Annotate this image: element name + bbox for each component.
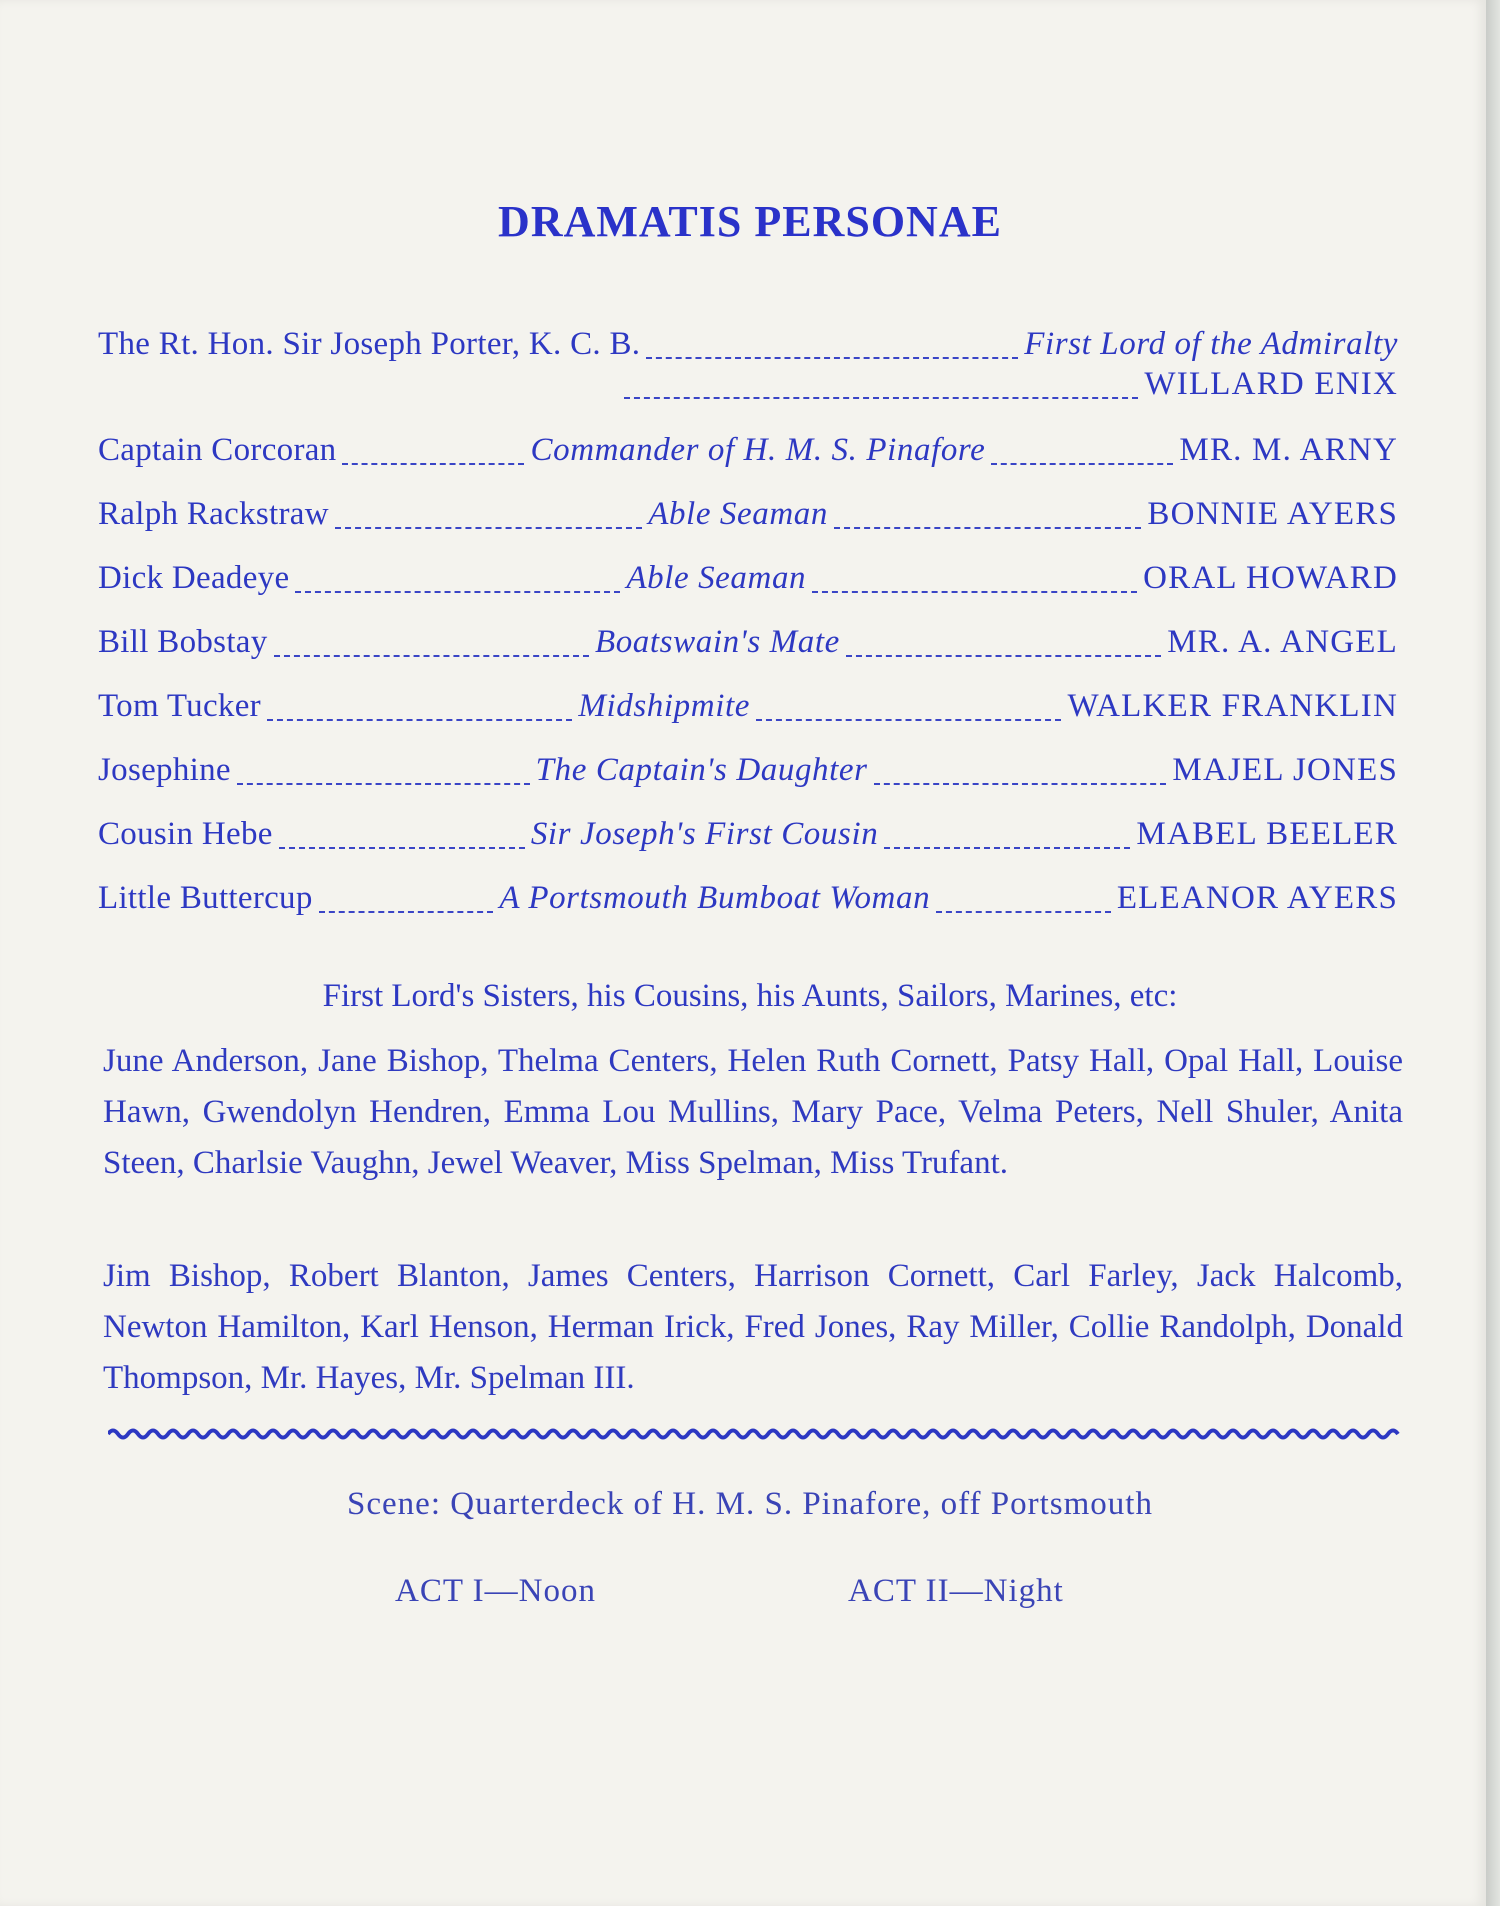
actor-name: BONNIE AYERS [1147,496,1398,532]
leader-dots [237,783,530,785]
character-name: Ralph Rackstraw [98,496,329,532]
cast-row [98,432,1398,476]
character-name: Dick Deadeye [98,560,290,596]
leader-dots [646,357,1018,359]
character-role: Midshipmite [578,688,750,724]
character-role: A Portsmouth Bumboat Woman [499,880,931,916]
leader-dots [991,463,1173,465]
leader-dots [834,527,1141,529]
wavy-divider-line [108,1431,1398,1438]
character-name: Captain Corcoran [98,432,337,468]
cast-row [98,688,1398,732]
chorus-women-list: June Anderson, Jane Bishop, Thelma Centers, Helen Ruth Cornett, Patsy Hall, Opal Hall, Louise Hawn, Gwendolyn Hendren, Emma Lou Mullins, Mary Pace, Velma Peters, Nell Shuler, Anita Steen, Charlsie Vaughn, Jewel Weaver, Miss Spelman, Miss Trufant. [103,1043,1403,1181]
leader-dots [936,911,1111,913]
leader-dots [335,527,642,529]
leader-dots [319,911,494,913]
cast-row [98,752,1398,796]
character-role: Boatswain's Mate [594,624,840,660]
actor-name: ORAL HOWARD [1143,560,1398,596]
character-role: Able Seaman [648,496,829,532]
character-name: Cousin Hebe [98,816,273,852]
leader-dots [267,719,572,721]
actor-name: MABEL BEELER [1136,816,1398,852]
actor-name: WILLARD ENIX [1144,366,1398,402]
leader-dots [846,655,1161,657]
leader-dots [274,655,589,657]
cast-row [98,816,1398,860]
character-role: First Lord of the Admiralty [1024,326,1398,362]
leader-dots [624,397,1138,399]
chorus-heading: First Lord's Sisters, his Cousins, his Aunts, Sailors, Marines, etc: [322,978,1178,1014]
leader-dots [756,719,1061,721]
cast-row-continuation [98,366,1398,410]
chorus-men-list: Jim Bishop, Robert Blanton, James Centers, Harrison Cornett, Carl Farley, Jack Halcomb, Newton Hamilton, Karl Henson, Herman Irick, Fred Jones, Ray Miller, Collie Randolph, Donald Thompson, Mr. Hayes, Mr. Spelman III. [103,1258,1403,1396]
actor-name: WALKER FRANKLIN [1067,688,1399,724]
leader-dots [812,591,1137,593]
character-role: Commander of H. M. S. Pinafore [530,432,986,468]
actor-name: MR. A. ANGEL [1167,624,1398,660]
character-role: The Captain's Daughter [535,752,868,788]
leader-dots [874,783,1167,785]
character-role: Able Seaman [626,560,807,596]
character-name: Tom Tucker [98,688,261,724]
leader-dots [884,847,1130,849]
leader-dots [295,591,620,593]
character-name: The Rt. Hon. Sir Joseph Porter, K. C. B. [98,326,641,362]
page-title: DRAMATIS PERSONAE [498,197,1002,246]
leader-dots [279,847,525,849]
cast-row [98,326,1398,370]
character-name: Bill Bobstay [98,624,268,660]
actor-name: ELEANOR AYERS [1116,880,1398,916]
actor-name: MAJEL JONES [1172,752,1398,788]
act-one: ACT I—Noon [395,1573,596,1609]
cast-row [98,496,1398,540]
actor-name: MR. M. ARNY [1179,432,1398,468]
character-name: Josephine [98,752,231,788]
cast-row [98,624,1398,668]
cast-row [98,560,1398,604]
character-name: Little Buttercup [98,880,313,916]
scene-description: Scene: Quarterdeck of H. M. S. Pinafore, off Portsmouth [347,1486,1153,1522]
wavy-divider [108,1424,1408,1444]
leader-dots [342,463,524,465]
page-edge [1486,0,1500,1906]
cast-row [98,880,1398,924]
character-role: Sir Joseph's First Cousin [530,816,879,852]
act-two: ACT II—Night [848,1573,1064,1609]
